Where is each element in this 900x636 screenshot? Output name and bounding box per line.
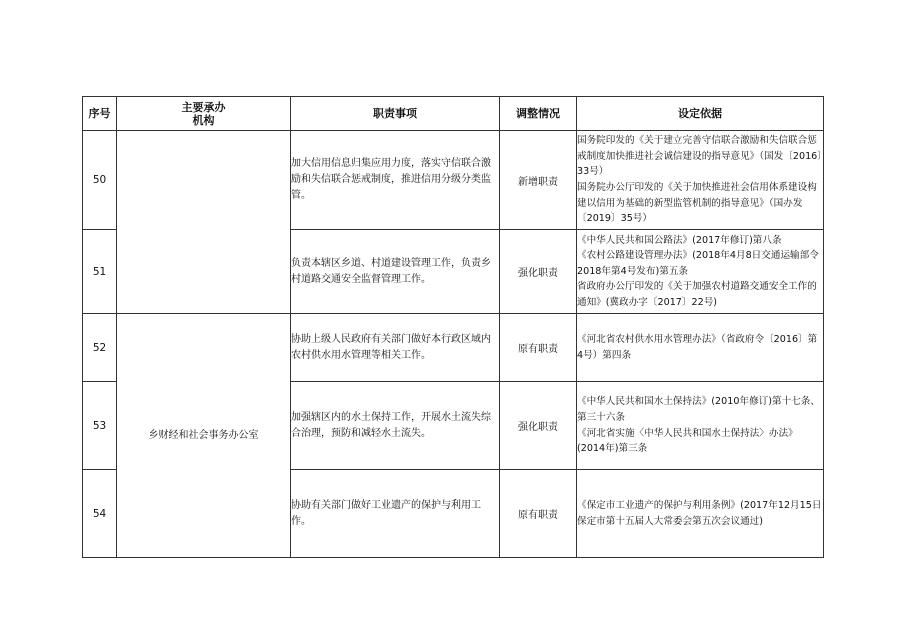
row-no: 53	[83, 382, 117, 470]
basis-line: 《河北省农村供水用水管理办法》（省政府令〔2016〕第4号）第四条	[577, 333, 818, 361]
header-duty: 职责事项	[291, 97, 500, 131]
table-row	[83, 131, 824, 230]
row-adjust: 强化职责	[500, 230, 577, 314]
row-basis	[577, 131, 824, 230]
basis-line: 《中华人民共和国公路法》(2017年修订)第八条	[577, 234, 782, 246]
header-no: 序号	[83, 97, 117, 131]
row-no: 52	[83, 314, 117, 382]
row-duty: 协助有关部门做好工业遗产的保护与利用工作。	[291, 470, 500, 558]
header-org-line2: 机构	[192, 113, 215, 127]
basis-line: 《保定市工业遗产的保护与利用条例》(2017年12月15日保定市第十五届人大常委会第五次会议通过)	[577, 499, 822, 527]
basis-line: 国务院印发的《关于建立完善守信联合激励和失信联合惩戒制度加快推进社会诚信建设的指导意见》（国发〔2016〕33号）	[577, 135, 823, 178]
basis-line: 《河北省实施〈中华人民共和国水土保持法〉办法》(2014年)第三条	[577, 427, 798, 455]
row-basis	[577, 470, 824, 558]
row-adjust: 原有职责	[500, 314, 577, 382]
row-adjust: 强化职责	[500, 382, 577, 470]
row-basis	[577, 382, 824, 470]
row-duty: 协助上级人民政府有关部门做好本行政区域内农村供水用水管理等相关工作。	[291, 314, 500, 382]
row-basis	[577, 230, 824, 314]
header-adjust: 调整情况	[500, 97, 577, 131]
row-adjust: 原有职责	[500, 470, 577, 558]
row-no: 51	[83, 230, 117, 314]
table-row	[83, 314, 824, 382]
row-no: 50	[83, 131, 117, 230]
row-basis	[577, 314, 824, 382]
org-cell-merged: 乡财经和社会事务办公室	[117, 314, 291, 558]
row-duty: 加大信用信息归集应用力度，落实守信联合激励和失信联合惩戒制度，推进信用分级分类监管。	[291, 131, 500, 230]
basis-line: 省政府办公厅印发的《关于加强农村道路交通安全工作的通知》(冀政办字〔2017〕22号)	[577, 281, 817, 308]
header-org-line1: 主要承办	[181, 100, 226, 114]
table-header-row	[83, 97, 824, 131]
basis-line: 《中华人民共和国水土保持法》(2010年修订)第十七条、第三十六条	[577, 396, 820, 423]
basis-line: 《农村公路建设管理办法》(2018年4月8日交通运输部令2018年第4号发布)第五条	[577, 250, 819, 277]
header-org	[117, 97, 291, 131]
row-duty: 加强辖区内的水土保持工作，开展水土流失综合治理，预防和减轻水土流失。	[291, 382, 500, 470]
row-no: 54	[83, 470, 117, 558]
duty-table	[82, 96, 824, 558]
header-basis: 设定依据	[577, 97, 824, 131]
basis-line: 国务院办公厅印发的《关于加快推进社会信用体系建设构建以信用为基础的新型监管机制的指导意见》（国办发〔2019〕35号）	[577, 182, 817, 225]
row-duty: 负责本辖区乡道、村道建设管理工作，负责乡村道路交通安全监督管理工作。	[291, 230, 500, 314]
row-adjust: 新增职责	[500, 131, 577, 230]
org-cell-empty	[117, 131, 291, 314]
